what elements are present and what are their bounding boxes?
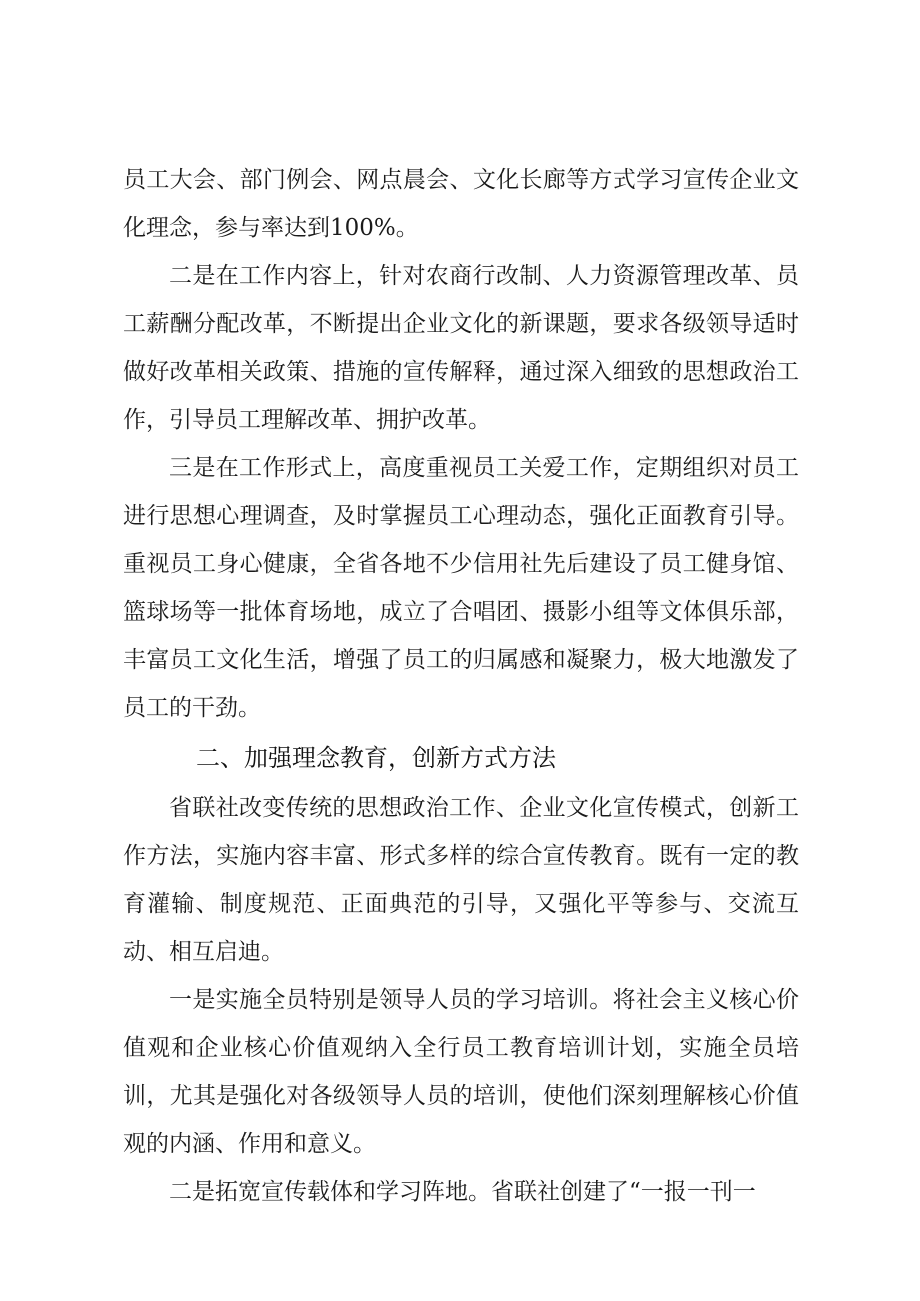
paragraph-work-content: 二是在工作内容上，针对农商行改制、人力资源管理改革、员工薪酬分配改革，不断提出企业文化的新课题，要求各级领导适时做好改革相关政策、措施的宣传解释，通过深入细致的思想政治工作，引导员工理解改革、拥护改革。 [123,263,799,433]
paragraph-continued: 员工大会、部门例会、网点晨会、文化长廊等方式学习宣传企业文化理念，参与率达到100%。 [123,167,799,241]
paragraph-training: 一是实施全员特别是领导人员的学习培训。将社会主义核心价值观和企业核心价值观纳入全行员工教育培训计划，实施全员培训，尤其是强化对各级领导人员的培训，使他们深刻理解核心价值观的内涵、作用和意义。 [123,987,799,1157]
paragraph-publicity: 二是拓宽宣传载体和学习阵地。省联社创建了“一报一刊一 [169,1179,756,1205]
section-heading: 二、加强理念教育，创新方式方法 [196,744,556,772]
paragraph-section-intro: 省联社改变传统的思想政治工作、企业文化宣传模式，创新工作方法，实施内容丰富、形式多样的综合宣传教育。既有一定的教育灌输、制度规范、正面典范的引导，又强化平等参与、交流互动、相互启迪。 [123,795,799,965]
paragraph-work-form: 三是在工作形式上，高度重视员工关爱工作，定期组织对员工进行思想心理调查，及时掌握员工心理动态，强化正面教育引导。重视员工身心健康，全省各地不少信用社先后建设了员工健身馆、篮球场等一批体育场地，成立了合唱团、摄影小组等文体俱乐部，丰富员工文化生活，增强了员工的归属感和凝聚力，极大地激发了员工的干劲。 [123,455,799,721]
document-body [123,156,799,1216]
